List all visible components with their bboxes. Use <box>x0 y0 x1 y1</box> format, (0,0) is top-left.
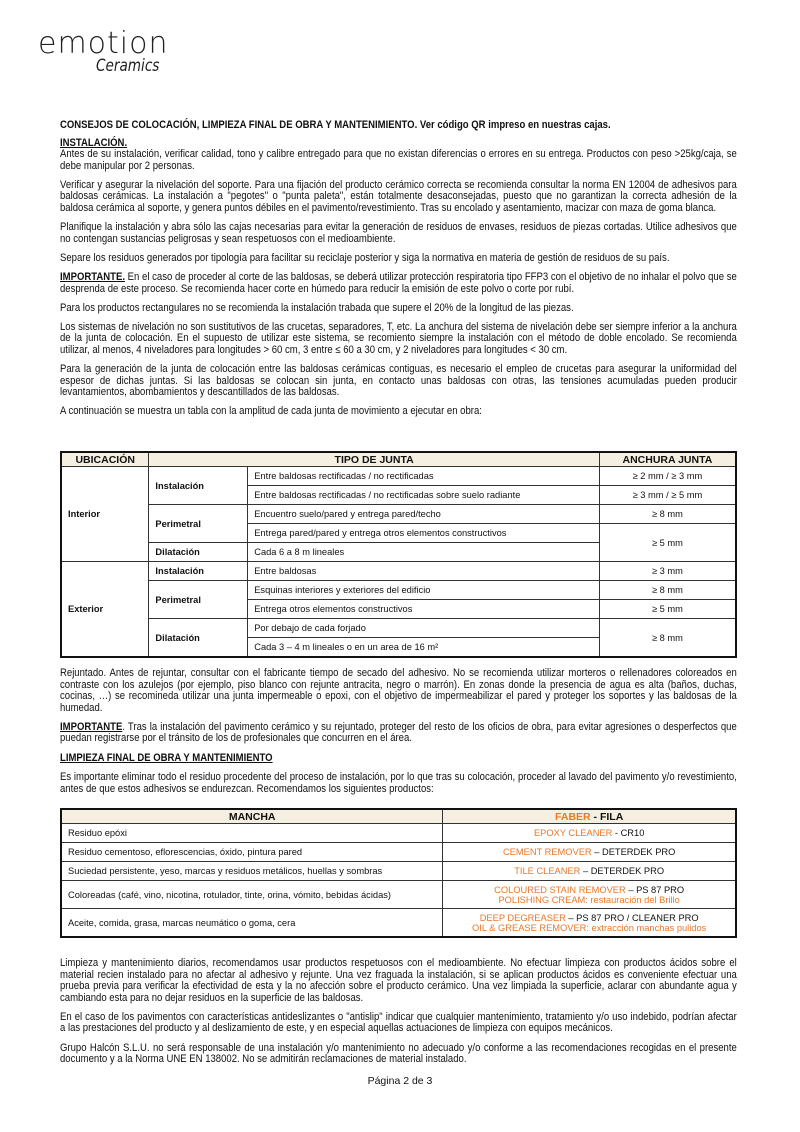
product-name: COLOURED STAIN REMOVER <box>494 884 626 895</box>
product-line <box>449 923 729 933</box>
product-cell <box>443 909 736 938</box>
paragraph: En el caso de los pavimentos con características antideslizantes o "antislip" indicar que cualquier mantenimiento, tratamiento y/o uso indebido, podrían afectar a las prestaciones del producto y al deslizamiento de este, y en especial aquellas actuaciones de limpieza con equipos mecánicos. <box>60 1010 737 1035</box>
installation-section <box>60 120 737 425</box>
joint-width-cell: ≥ 3 mm <box>599 562 736 581</box>
product-line <box>449 847 729 857</box>
joint-width-cell: ≥ 2 mm / ≥ 3 mm <box>599 467 736 486</box>
product-cell <box>443 881 736 909</box>
joint-category-cell: Instalación <box>149 467 248 505</box>
grouting-section <box>60 668 737 803</box>
joint-type-cell: Entrega otros elementos constructivos <box>248 600 600 619</box>
joint-category-cell: Dilatación <box>149 619 248 658</box>
table-row <box>61 505 736 524</box>
joint-type-cell: Esquinas interiores y exteriores del edificio <box>248 581 600 600</box>
paragraph <box>60 272 737 295</box>
paragraph: Para los productos rectangulares no se recomienda la instalación trabada que supere el 20% de la longitud de las piezas. <box>60 301 574 314</box>
product-line <box>449 866 729 876</box>
product-name: CEMENT REMOVER <box>502 847 592 857</box>
paragraph-text: En el caso de proceder al corte de las baldosas, se deberá utilizar protección respiratoria tipo FFP3 con el objetivo de no inhalar el polvo que se desprenda de este proceso. Se recomienda hacer corte en húmedo para reducir la emisión de este polvo o corte por rubí. <box>60 270 737 295</box>
product-line <box>449 895 729 905</box>
table-row <box>61 909 736 938</box>
paragraph: Los sistemas de nivelación no son sustitutivos de las crucetas, separadores, T, etc. La anchura del sistema de nivelación debe ser siempre inferior a la anchura de la junta de colocación. En el supuesto de utilizar este sistema, se recomiento siempre la instalación con el método de doble encolado. Se recomienda utilizar, al menos, 4 niveladores para longitudes > 60 cm, 3 entre ≤ 60 a 30 cm, y 2 niveladores para longitudes < 30 cm. <box>60 320 737 356</box>
joint-width-cell: ≥ 5 mm <box>599 600 736 619</box>
joint-type-cell: Entre baldosas rectificadas / no rectificadas sobre suelo radiante <box>248 486 600 505</box>
joints-table <box>60 451 737 658</box>
page-number: Página 2 de 3 <box>367 1075 433 1087</box>
stain-cell: Aceite, comida, grasa, marcas neumático o goma, cera <box>61 909 443 938</box>
paragraph: Verificar y asegurar la nivelación del soporte. Para una fijación del producto cerámico correcta se recomienda consultar la norma EN 12004 de adhesivos para baldosas cerámicas. La instalación a "pegotes" o "punta paleta", están totalmente desaconsejadas, puesto que no garantizan la correcta adhesión de la baldosa cerámica al soporte, y genera puntos débiles en el pavimento/revestimiento. Tras su encolado y asentamiento, macizar con maza de goma blanca. <box>60 178 737 215</box>
brand-logo <box>38 26 178 80</box>
paragraph: A continuación se muestra un tabla con la amplitud de cada junta de movimiento a ejecutar en obra: <box>60 405 482 418</box>
brand-fila: - FILA <box>590 810 624 823</box>
joint-category-cell: Perimetral <box>149 505 248 543</box>
paragraph: Separe los residuos generados por tipología para facilitar su reciclaje posterior y siga la normativa en materia de gestión de residuos de su país. <box>60 251 670 264</box>
joint-type-cell: Entre baldosas <box>248 562 600 581</box>
joint-width-cell: ≥ 8 mm <box>599 581 736 600</box>
joint-category-cell: Instalación <box>149 562 248 581</box>
table-row <box>61 881 736 909</box>
joint-type-cell: Cada 6 a 8 m lineales <box>248 543 600 562</box>
product-brand: – DETERDEK PRO <box>591 847 676 857</box>
table-row <box>61 824 736 843</box>
joint-type-cell: Entrega pared/pared y entrega otros elementos constructivos <box>248 524 600 543</box>
table-row <box>61 619 736 638</box>
product-line <box>449 913 729 923</box>
logo-word-ceramics: Ceramics <box>96 56 160 76</box>
table-row <box>61 467 736 486</box>
paragraph: Para la generación de la junta de colocación entre las baldosas cerámicas contiguas, es necesario el empleo de crucetas para asegurar la uniformidad del espesor de dichas juntas. Si las baldosas se colocan sin junta, en contacto unas baldosas con otras, las tensiones acumuladas pueden producir levantamientos, abombamientos y descantillados de las baldosas. <box>60 363 737 399</box>
joint-category-cell: Perimetral <box>149 581 248 619</box>
table-row <box>61 581 736 600</box>
paragraph-text: . Tras la instalación del pavimento cerámico y su rejuntado, proteger del resto de los oficios de obra, para evitar agresiones o desperfectos que puedan registrarse por el tránsito de los de profesionales que concurren en el área. <box>60 720 737 745</box>
product-brand: – PS 87 PRO <box>625 884 685 895</box>
joint-type-cell: Por debajo de cada forjado <box>248 619 600 638</box>
product-line <box>449 885 729 895</box>
products-table <box>60 808 737 938</box>
stain-cell: Suciedad persistente, yeso, marcas y residuos metálicos, huellas y sombras <box>61 862 443 881</box>
stain-cell: Residuo cementoso, eflorescencias, óxido, pintura pared <box>61 843 443 862</box>
cleaning-heading: LIMPIEZA FINAL DE OBRA Y MANTENIMIENTO <box>60 751 273 764</box>
logo-word-emotion: emotion <box>38 26 169 61</box>
important-label: IMPORTANTE <box>60 720 123 733</box>
paragraph: Planifique la instalación y abra sólo las cajas necesarias para evitar la generación de residuos de envases, residuos de piezas cortadas. Utilice adhesivos que no contengan sustancias peligrosas y sean respetuosos con el medioambiente. <box>60 221 737 245</box>
paragraph: Es importante eliminar todo el residuo procedente del proceso de instalación, por lo que tras su colocación, proceder al lavado del pavimento y/o revestimiento, antes de que estos adhesivos se endurezcan. Recomendamos los siguientes productos: <box>60 771 737 795</box>
table-row <box>61 843 736 862</box>
table-row <box>61 562 736 581</box>
joint-width-cell: ≥ 5 mm <box>599 524 736 562</box>
product-name: EPOXY CLEANER <box>533 828 613 838</box>
important-label: IMPORTANTE. <box>60 270 125 283</box>
product-brand: - CR10 <box>612 828 645 838</box>
joint-width-cell: ≥ 8 mm <box>599 505 736 524</box>
table-row <box>61 862 736 881</box>
product-name: POLISHING CREAM: restauración del Brillo <box>498 894 680 905</box>
joint-type-cell: Entre baldosas rectificadas / no rectificadas <box>248 467 600 486</box>
stain-cell: Coloreadas (café, vino, nicotina, rotulador, tinte, orina, vómito, bebidas ácidas) <box>61 881 443 909</box>
joint-width-cell: ≥ 8 mm <box>599 619 736 658</box>
paragraph: Grupo Halcón S.L.U. no será responsable de una instalación y/o mantenimiento no adecuado y/o conforme a las recomendaciones recogidas en el presente documento y a la Norma UNE EN 138002. No se admitirán reclamaciones de material instalado. <box>60 1041 737 1066</box>
product-brand: – PS 87 PRO / CLEANER PRO <box>565 912 699 923</box>
maintenance-section <box>60 958 737 1073</box>
column-header: MANCHA <box>61 809 443 824</box>
paragraph: Rejuntado. Antes de rejuntar, consultar con el fabricante tiempo de secado del adhesivo. No se recomienda utilizar morteros o rellenadores coloreados en contraste con los azulejos (por ejemplo, piso blanco con rejunte antracita, negro o marrón). En zonas donde la presencia de agua es alta (baños, duchas, cocinas, …) se recomineda utilizar una junta impermeable o epoxi, con el objetivo de impermeabilizar el pared y proteger los soportes y las baldosas de la humedad. <box>60 667 737 714</box>
joint-type-cell: Cada 3 – 4 m lineales o en un area de 16 m² <box>248 638 600 658</box>
product-cell <box>443 843 736 862</box>
column-header <box>443 809 736 824</box>
column-header: TIPO DE JUNTA <box>149 452 599 467</box>
document-title: CONSEJOS DE COLOCACIÓN, LIMPIEZA FINAL DE OBRA Y MANTENIMIENTO. Ver código QR impreso en nuestras cajas. <box>60 119 611 131</box>
brand-faber: FABER <box>555 810 591 823</box>
joint-category-cell: Dilatación <box>149 543 248 562</box>
product-name: DEEP DEGREASER <box>479 912 566 923</box>
paragraph: Antes de su instalación, verificar calidad, tono y calibre entregado para que no existan diferencias o errores en su entrega. Productos con peso >25kg/caja, se debe manipular por 2 personas. <box>60 148 737 172</box>
paragraph <box>60 722 737 745</box>
column-header: UBICACIÓN <box>61 452 149 467</box>
product-brand: – DETERDEK PRO <box>580 866 665 876</box>
paragraph: Limpieza y mantenimiento diarios, recomendamos usar productos respetuosos con el medioambiente. No efectuar limpieza con productos ácidos sobre el material recien instalado para no afectar al adhesivo y rejunte. Una vez fraguada la instalación, si se aplican productos ácidos es conveniente efectuar una prueba previa para verificar la efectividad de esta y la no afección sobre el producto cerámico. Una vez limpiada la superficie, aclarar con abundante agua y cambiando esta para no dejar residuos en la superficie de las baldosas. <box>60 957 737 1004</box>
product-name: TILE CLEANER <box>514 866 581 876</box>
product-cell <box>443 862 736 881</box>
product-name: OIL & GREASE REMOVER: extracción manchas pulidos <box>472 922 707 933</box>
location-cell: Interior <box>61 467 149 562</box>
location-cell: Exterior <box>61 562 149 658</box>
column-header: ANCHURA JUNTA <box>599 452 736 467</box>
joint-type-cell: Encuentro suelo/pared y entrega pared/techo <box>248 505 600 524</box>
product-line <box>449 828 729 838</box>
stain-cell: Residuo epóxi <box>61 824 443 843</box>
installation-heading: INSTALACIÓN. <box>60 136 128 149</box>
product-cell <box>443 824 736 843</box>
joint-width-cell: ≥ 3 mm / ≥ 5 mm <box>599 486 736 505</box>
